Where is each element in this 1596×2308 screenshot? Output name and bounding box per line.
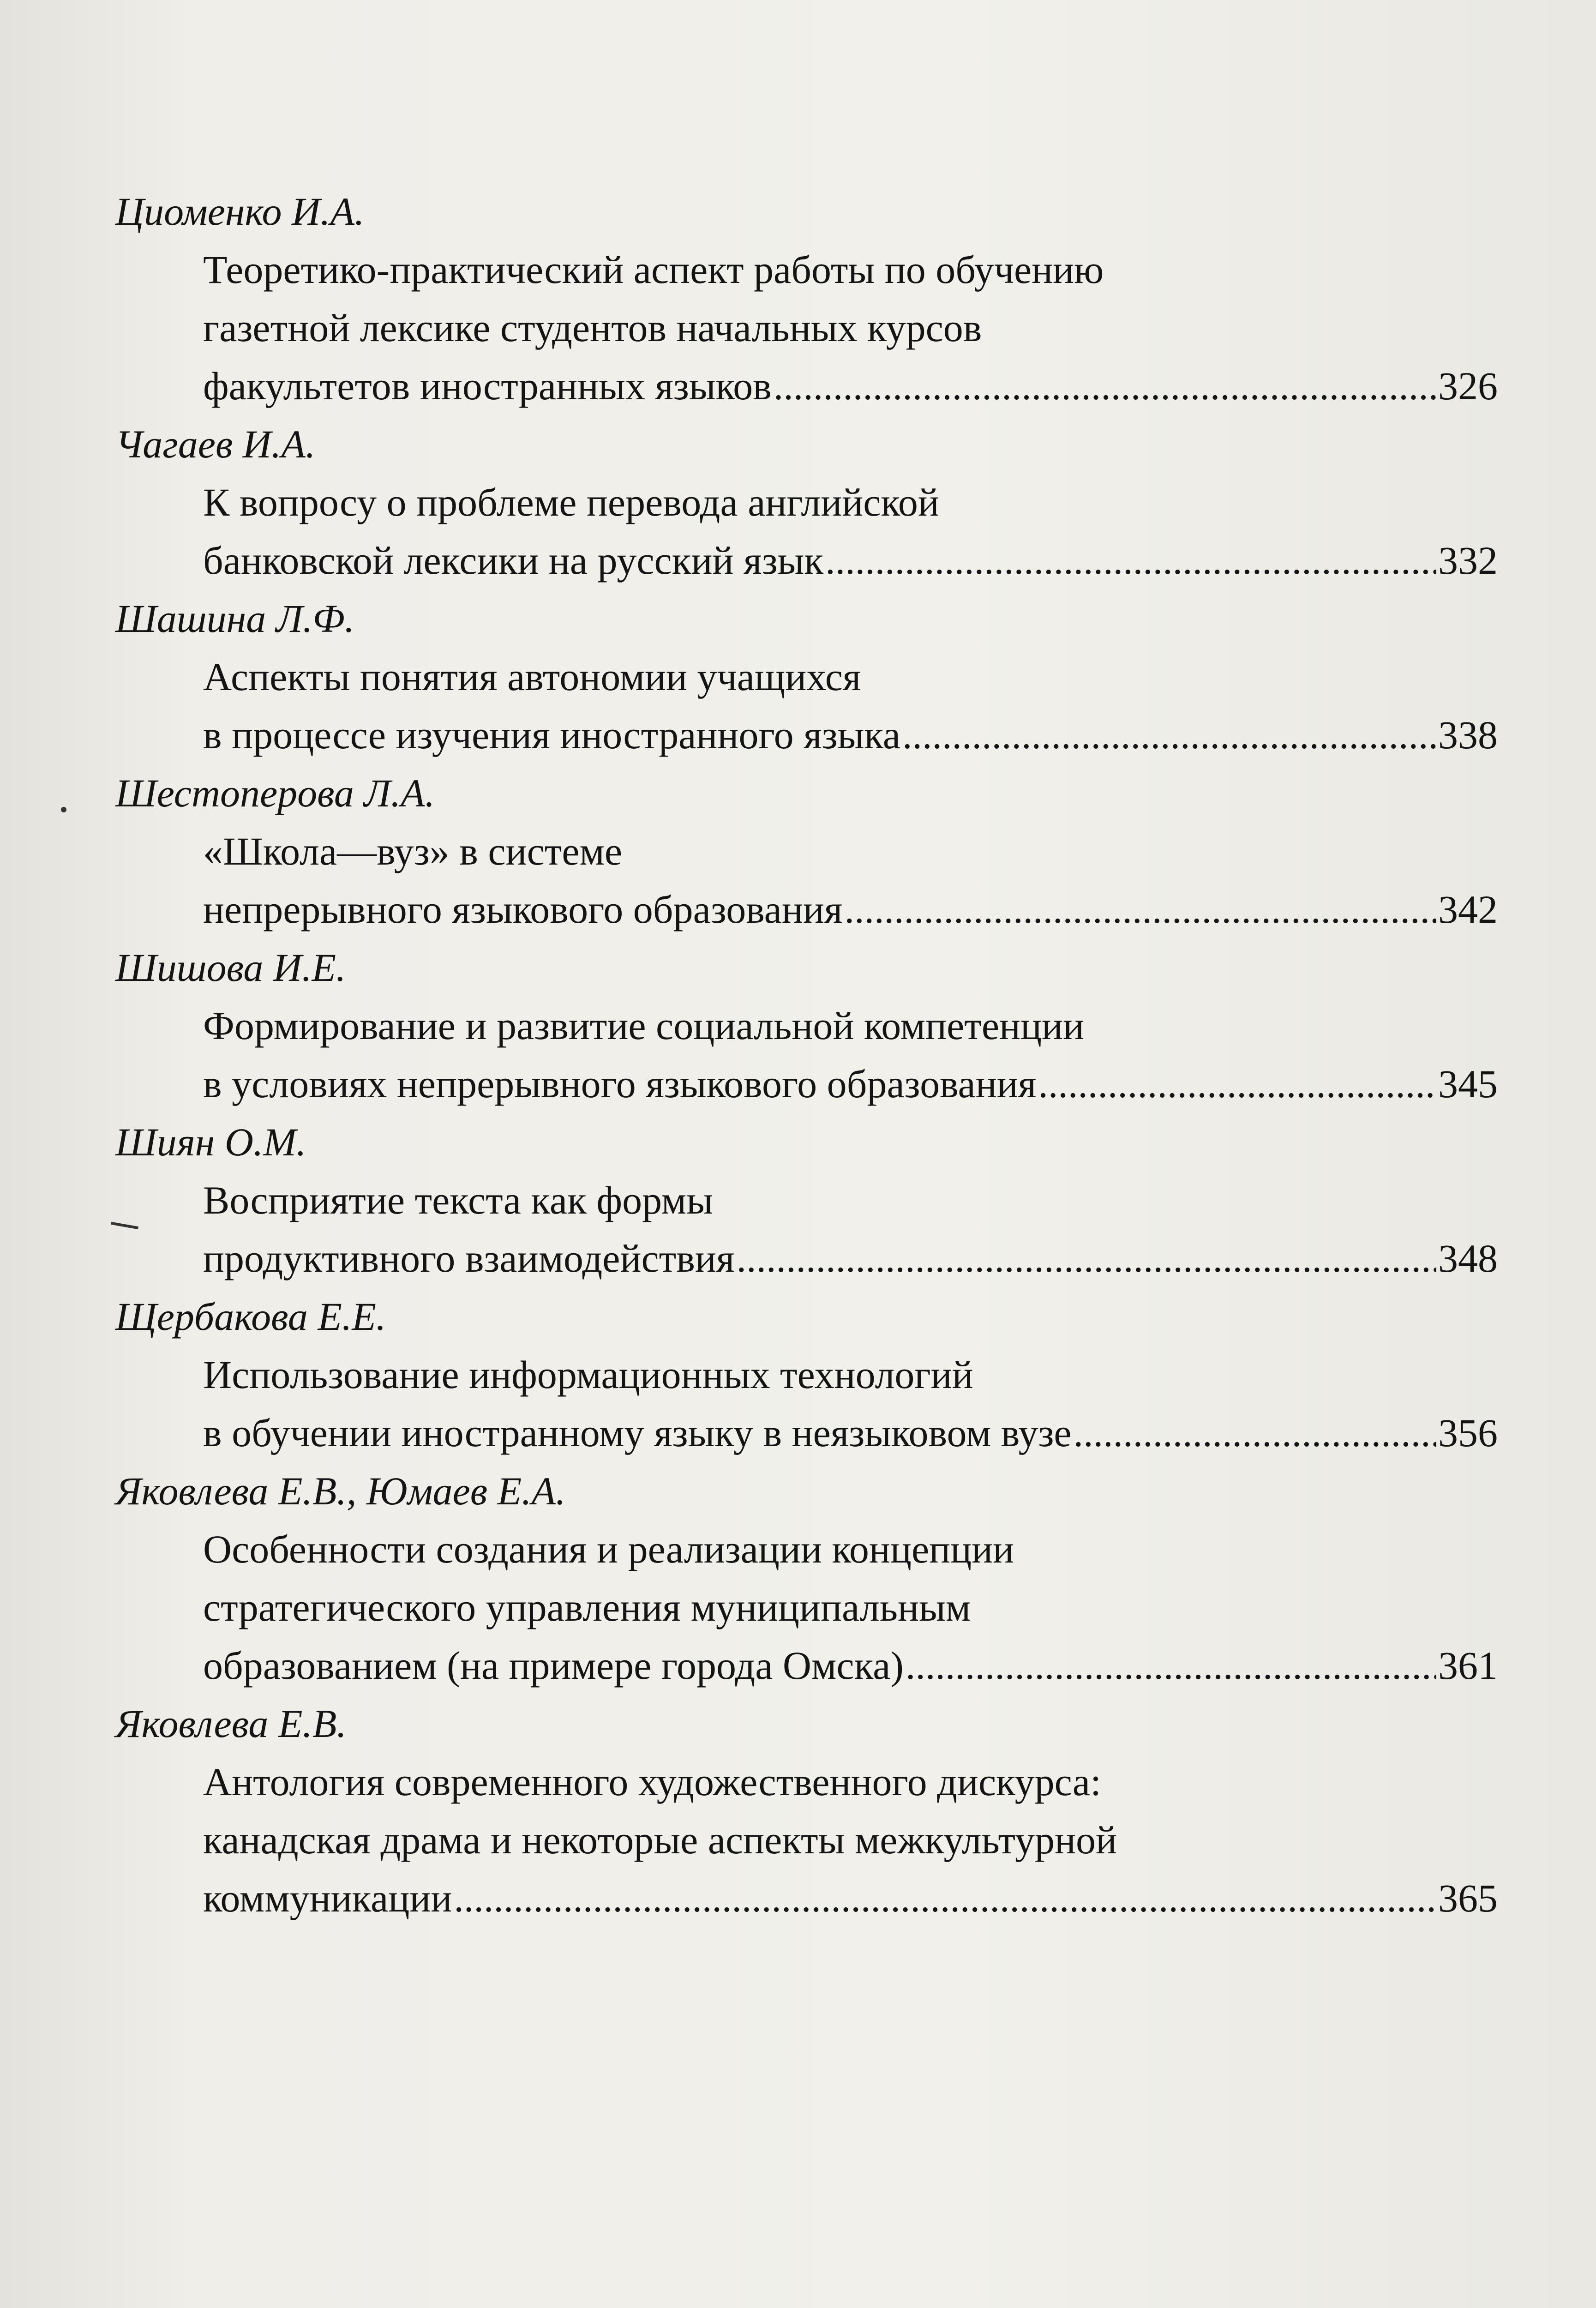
entry-author: Шестоперова Л.А. bbox=[115, 771, 435, 815]
entry-title-line: Антология современного художественного дискурса: bbox=[203, 1760, 1101, 1804]
entry-title-last-line bbox=[115, 531, 1498, 589]
entry-author: Яковлева Е.В., Юмаев Е.А. bbox=[115, 1469, 566, 1513]
toc-entry bbox=[115, 1462, 1498, 1695]
entry-title-line: канадская драма и некоторые аспекты межкультурной bbox=[203, 1818, 1117, 1862]
dot-leader bbox=[902, 706, 1436, 764]
entry-title-line: Использование информационных технологий bbox=[203, 1352, 973, 1397]
entry-page-number: 361 bbox=[1438, 1643, 1498, 1688]
entry-title-last-line bbox=[115, 1404, 1498, 1462]
entry-author: Яковлева Е.В. bbox=[115, 1701, 347, 1746]
entry-title-end: банковской лексики на русский язык bbox=[203, 538, 824, 583]
entry-title-line: Восприятие текста как формы bbox=[203, 1178, 713, 1222]
dot-leader bbox=[906, 1636, 1436, 1695]
entry-page-number: 356 bbox=[1438, 1411, 1498, 1455]
entry-title-last-line bbox=[115, 1055, 1498, 1113]
entry-page-number: 365 bbox=[1438, 1876, 1498, 1920]
dot-leader bbox=[1038, 1055, 1436, 1113]
entry-title-line: Аспекты понятия автономии учащихся bbox=[203, 655, 861, 699]
table-of-contents bbox=[115, 182, 1498, 1927]
entry-page-number: 348 bbox=[1438, 1236, 1498, 1280]
toc-entry bbox=[115, 589, 1498, 764]
entry-page-number: 326 bbox=[1438, 364, 1498, 408]
entry-page-number: 338 bbox=[1438, 713, 1498, 757]
entry-title-end: факультетов иностранных языков bbox=[203, 364, 772, 408]
entry-author: Щербакова Е.Е. bbox=[115, 1294, 386, 1339]
entry-title-line: Теоретико-практический аспект работы по обучению bbox=[203, 247, 1104, 292]
entry-title-end: образованием (на примере города Омска) bbox=[203, 1643, 904, 1688]
toc-entry bbox=[115, 1695, 1498, 1927]
entry-title-end: в условиях непрерывного языкового образования bbox=[203, 1062, 1037, 1106]
entry-page-number: 345 bbox=[1438, 1062, 1498, 1106]
entry-title-line: Особенности создания и реализации концепции bbox=[203, 1527, 1014, 1571]
entry-author: Шашина Л.Ф. bbox=[115, 596, 355, 641]
entry-title-last-line bbox=[115, 1869, 1498, 1927]
entry-title-last-line bbox=[115, 357, 1498, 415]
toc-entry bbox=[115, 938, 1498, 1113]
entry-title-end: в обучении иностранному языку в неязыковом вузе bbox=[203, 1411, 1072, 1455]
entry-title-line: газетной лексике студентов начальных курсов bbox=[203, 306, 982, 350]
toc-entry bbox=[115, 1287, 1498, 1462]
toc-entry bbox=[115, 415, 1498, 589]
entry-author: Чагаев И.А. bbox=[115, 422, 316, 466]
dot-leader bbox=[736, 1229, 1436, 1287]
entry-title-line: «Школа—вуз» в системе bbox=[203, 829, 623, 873]
dot-leader bbox=[825, 531, 1436, 589]
entry-author: Циоменко И.А. bbox=[115, 189, 365, 234]
entry-title-line: Формирование и развитие социальной компетенции bbox=[203, 1004, 1085, 1048]
toc-entry bbox=[115, 1113, 1498, 1287]
entry-title-last-line bbox=[115, 1636, 1498, 1695]
toc-entry bbox=[115, 182, 1498, 415]
entry-title-end: коммуникации bbox=[203, 1876, 452, 1920]
entry-title-line: стратегического управления муниципальным bbox=[203, 1585, 971, 1629]
dot-leader bbox=[844, 880, 1436, 938]
toc-entry bbox=[115, 764, 1498, 938]
dot-leader bbox=[774, 357, 1436, 415]
entry-title-last-line bbox=[115, 1229, 1498, 1287]
entry-title-end: продуктивного взаимодействия bbox=[203, 1236, 735, 1280]
entry-author: Шиян О.М. bbox=[115, 1120, 306, 1164]
dot-leader bbox=[454, 1869, 1436, 1927]
entry-title-end: непрерывного языкового образования bbox=[203, 887, 843, 932]
entry-title-last-line bbox=[115, 706, 1498, 764]
entry-page-number: 342 bbox=[1438, 887, 1498, 932]
entry-title-last-line bbox=[115, 880, 1498, 938]
entry-title-end: в процессе изучения иностранного языка bbox=[203, 713, 901, 757]
margin-dot bbox=[61, 807, 66, 812]
entry-title-line: К вопросу о проблеме перевода английской bbox=[203, 480, 939, 524]
entry-author: Шишова И.Е. bbox=[115, 945, 346, 990]
entry-page-number: 332 bbox=[1438, 538, 1498, 583]
dot-leader bbox=[1074, 1404, 1436, 1462]
